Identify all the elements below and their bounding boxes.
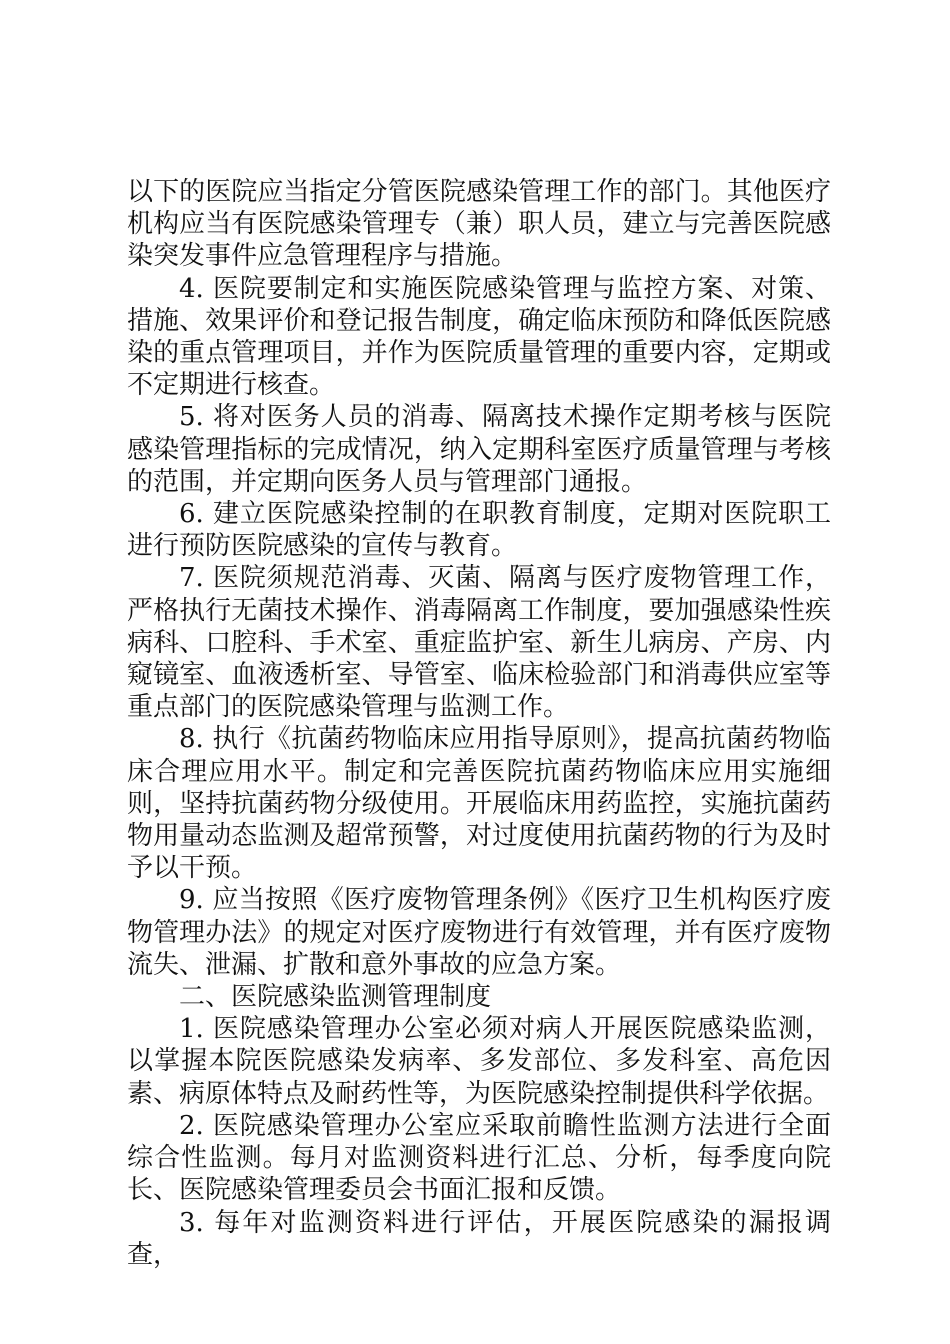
paragraph-continuation: 以下的医院应当指定分管医院感染管理工作的部门。其他医疗机构应当有医院感染管理专（兼）职人员，建立与完善医院感染突发事件应急管理程序与措施。 bbox=[127, 177, 831, 272]
paragraph-item-5: 5. 将对医务人员的消毒、隔离技术操作定期考核与医院感染管理指标的完成情况，纳入定期科室医疗质量管理与考核的范围，并定期向医务人员与管理部门通报。 bbox=[127, 402, 831, 497]
paragraph-section2-item-2: 2. 医院感染管理办公室应采取前瞻性监测方法进行全面综合性监测。每月对监测资料进行汇总、分析，每季度向院长、医院感染管理委员会书面汇报和反馈。 bbox=[127, 1110, 831, 1206]
paragraph-section2-item-1: 1. 医院感染管理办公室必须对病人开展医院感染监测，以掌握本院医院感染发病率、多发部位、多发科室、高危因素、病原体特点及耐药性等，为医院感染控制提供科学依据。 bbox=[127, 1014, 831, 1109]
paragraph-section2-item-3: 3. 每年对监测资料进行评估，开展医院感染的漏报调查， bbox=[127, 1207, 831, 1270]
paragraph-item-4: 4. 医院要制定和实施医院感染管理与监控方案、对策、措施、效果评价和登记报告制度，确定临床预防和降低医院感染的重点管理项目，并作为医院质量管理的重要内容，定期或不定期进行核查。 bbox=[127, 273, 831, 401]
paragraph-item-7: 7. 医院须规范消毒、灭菌、隔离与医疗废物管理工作，严格执行无菌技术操作、消毒隔离工作制度，要加强感染性疾病科、口腔科、手术室、重症监护室、新生儿病房、产房、内窥镜室、血液透析室、导管室、临床检验部门和消毒供应室等重点部门的医院感染管理与监测工作。 bbox=[127, 563, 831, 723]
document-body bbox=[127, 176, 831, 1271]
paragraph-item-8: 8. 执行《抗菌药物临床应用指导原则》，提高抗菌药物临床合理应用水平。制定和完善医院抗菌药物临床应用实施细则，坚持抗菌药物分级使用。开展临床用药监控，实施抗菌药物用量动态监测及超常预警，对过度使用抗菌药物的行为及时予以干预。 bbox=[127, 724, 831, 884]
paragraph-item-6: 6. 建立医院感染控制的在职教育制度，定期对医院职工进行预防医院感染的宣传与教育。 bbox=[127, 499, 831, 562]
paragraph-item-9: 9. 应当按照《医疗废物管理条例》《医疗卫生机构医疗废物管理办法》的规定对医疗废物进行有效管理，并有医疗废物流失、泄漏、扩散和意外事故的应急方案。 bbox=[127, 885, 831, 980]
section-heading-2: 二、医院感染监测管理制度 bbox=[179, 982, 492, 1013]
